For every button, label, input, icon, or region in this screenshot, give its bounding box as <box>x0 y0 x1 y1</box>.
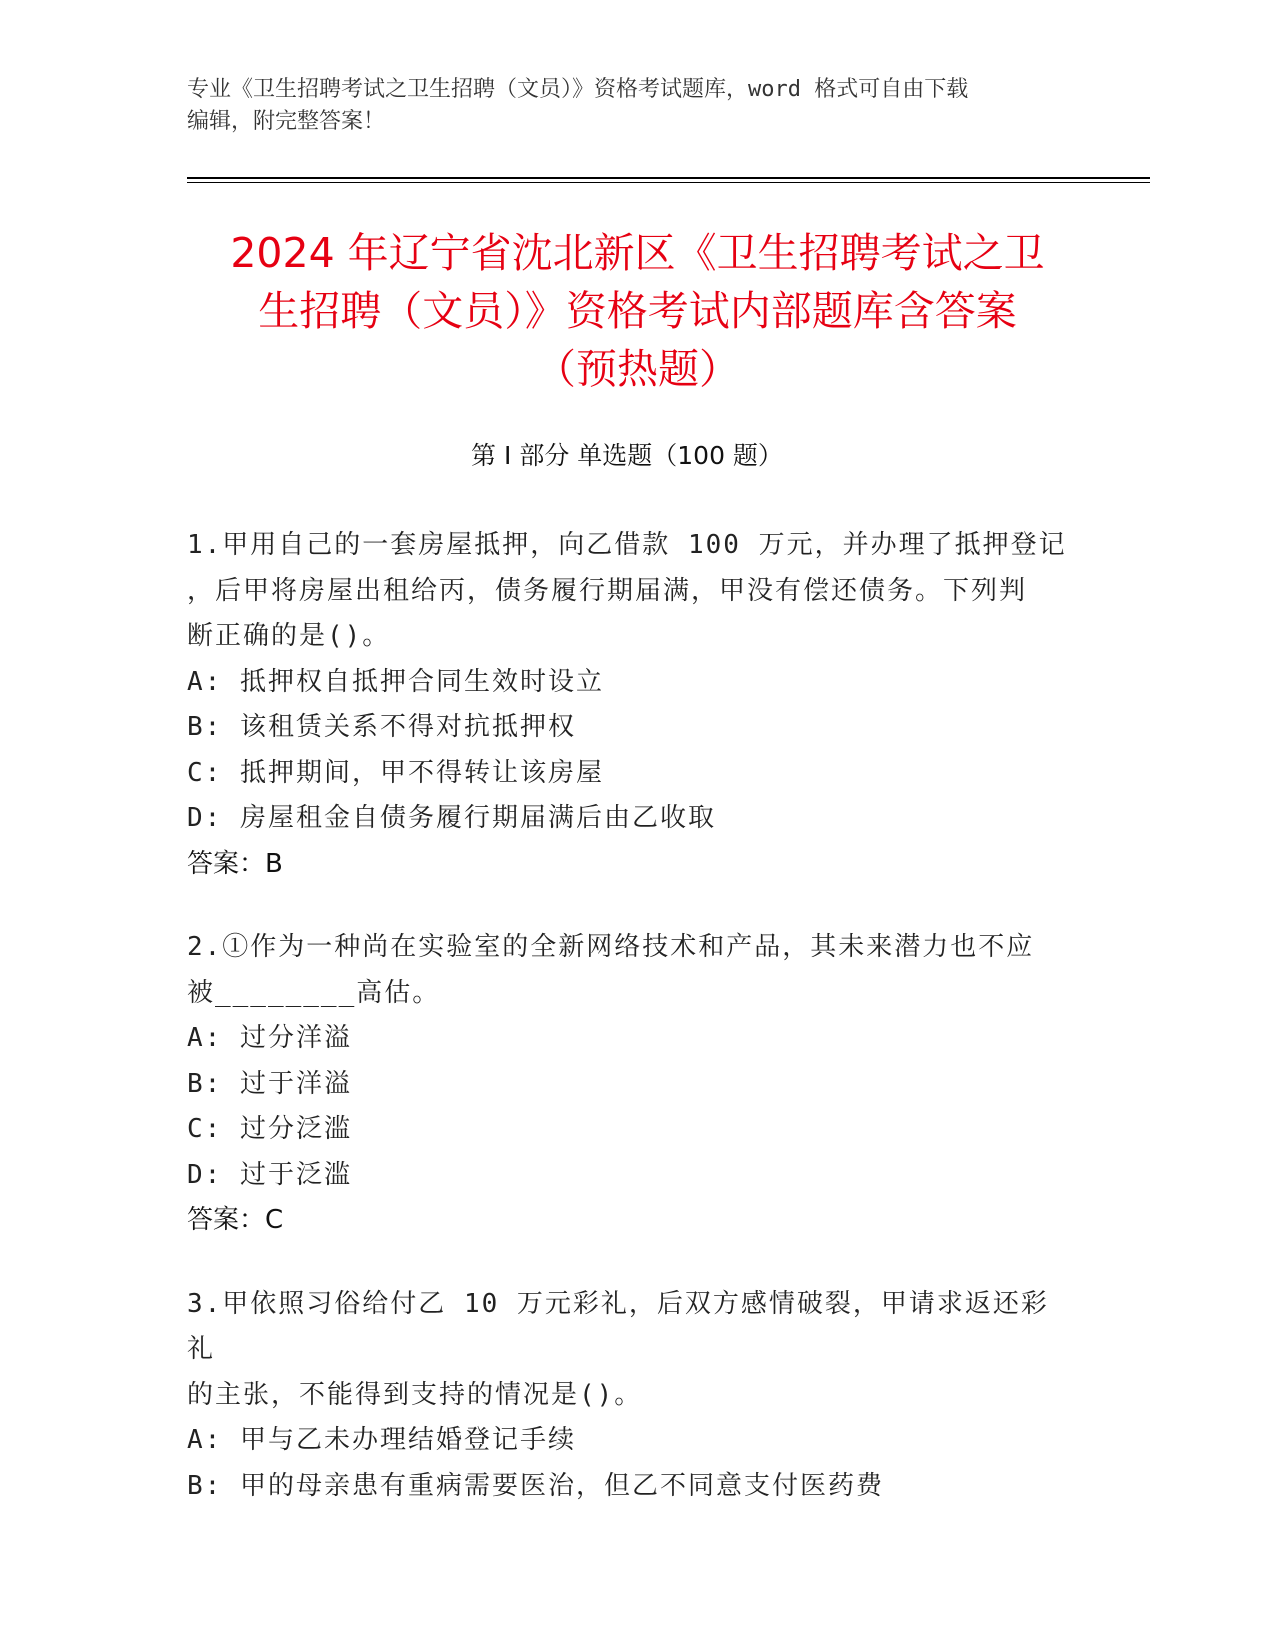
section-heading: 第 I 部分 单选题（100 题） <box>471 441 783 470</box>
question-1-option-c: C: 抵押期间，甲不得转让该房屋 <box>187 757 604 788</box>
question-3 <box>187 1282 1067 1510</box>
question-3-line-2: 的主张，不能得到支持的情况是()。 <box>187 1379 643 1410</box>
question-3-option-a: A: 甲与乙未办理结婚登记手续 <box>187 1425 576 1455</box>
header-note-line-1: 专业《卫生招聘考试之卫生招聘（文员）》资格考试题库，word 格式可自由下载 <box>187 77 969 102</box>
question-1-option-a: A: 抵押权自抵押合同生效时设立 <box>187 666 604 697</box>
header-note <box>187 74 1067 138</box>
question-3-line-1: 3.甲依照习俗给付乙 10 万元彩礼，后双方感情破裂，甲请求返还彩礼 <box>187 1288 1049 1364</box>
question-2-line-1: 2.①作为一种尚在实验室的全新网络技术和产品，其未来潜力也不应 <box>187 932 1035 962</box>
question-2-option-d: D: 过于泛滥 <box>187 1159 352 1190</box>
question-2-option-c: C: 过分泛滥 <box>187 1114 352 1144</box>
header-rule-thick <box>187 177 1150 179</box>
question-2-option-a: A: 过分洋溢 <box>187 1023 352 1053</box>
title-line-3: （预热题） <box>535 345 740 393</box>
question-2-option-b: B: 过于洋溢 <box>187 1068 352 1099</box>
question-1-line-2: ，后甲将房屋出租给丙，债务履行期届满，甲没有偿还债务。下列判 <box>187 575 1028 606</box>
title-line-2: 生招聘（文员）》资格考试内部题库含答案 <box>258 287 1017 335</box>
question-1-option-d: D: 房屋租金自债务履行期届满后由乙收取 <box>187 803 716 833</box>
question-list <box>187 523 1067 1547</box>
header-note-line-2: 编辑，附完整答案！ <box>187 109 386 134</box>
question-3-option-b: B: 甲的母亲患有重病需要医治，但乙不同意支付医药费 <box>187 1470 884 1501</box>
question-1 <box>187 523 1067 887</box>
question-1-answer: 答案：B <box>187 848 283 879</box>
question-1-option-b: B: 该租赁关系不得对抗抵押权 <box>187 712 576 742</box>
question-2-line-2: 被________高估。 <box>187 977 441 1008</box>
title-line-1: 2024 年辽宁省沈北新区《卫生招聘考试之卫 <box>230 229 1045 277</box>
document-title <box>160 224 1115 398</box>
question-2 <box>187 925 1067 1244</box>
question-1-line-1: 1.甲用自己的一套房屋抵押，向乙借款 100 万元，并办理了抵押登记 <box>187 530 1067 560</box>
question-1-line-3: 断正确的是()。 <box>187 621 391 651</box>
question-2-answer: 答案：C <box>187 1205 284 1235</box>
header-rule-thin <box>187 182 1150 183</box>
